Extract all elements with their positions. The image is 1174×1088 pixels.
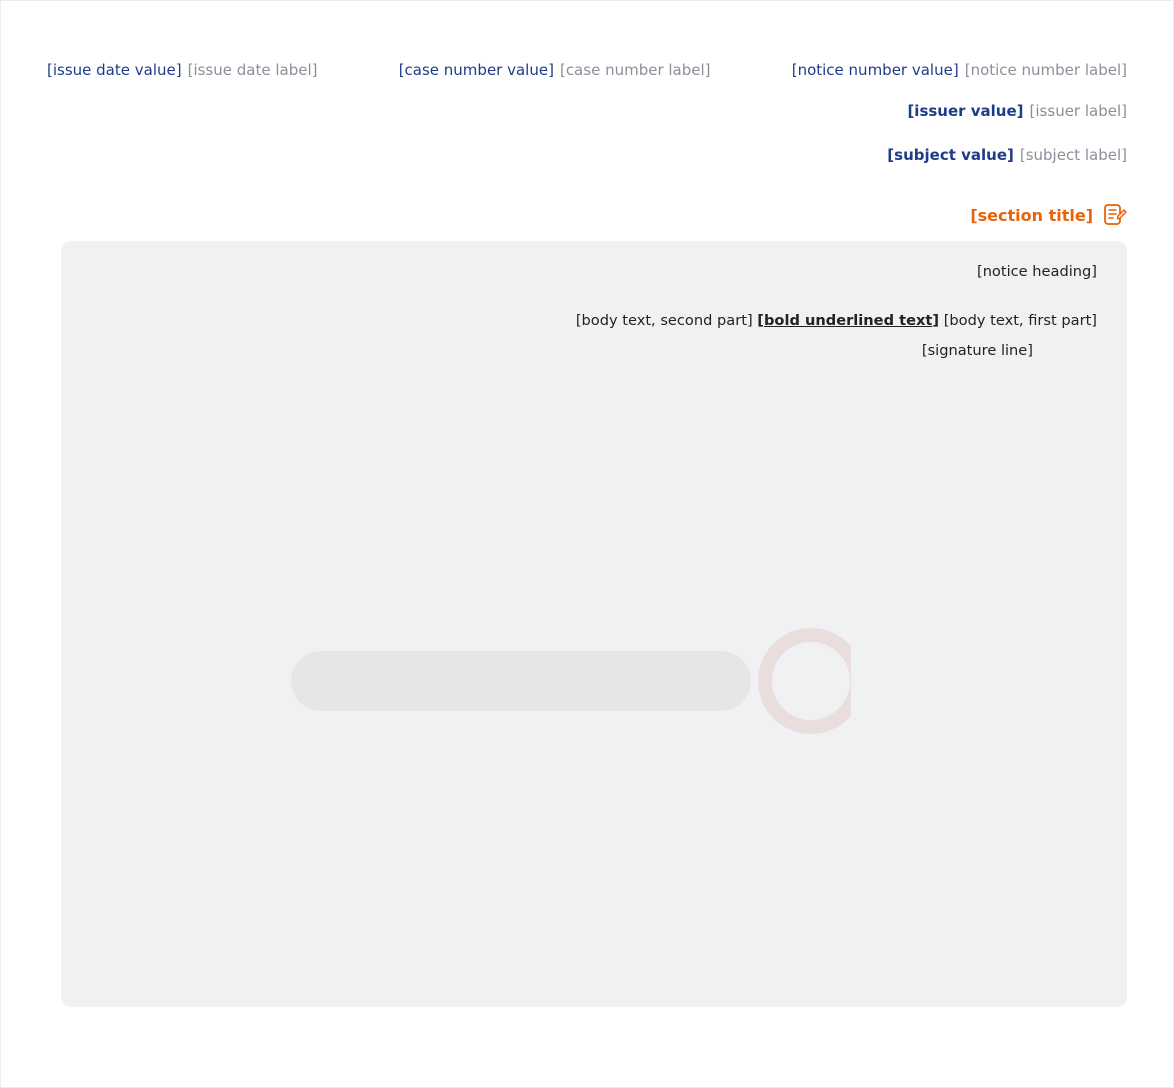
- case-number-value: [case number value]: [398, 61, 554, 79]
- notice-section-header: [970, 201, 1127, 229]
- issuer-value: [issuer value]: [907, 102, 1024, 120]
- notice-document-icon: [1101, 202, 1127, 228]
- meta-row-subject: [47, 142, 1127, 168]
- notice-body-part1: [body text, first part]: [943, 311, 1097, 329]
- notice-number-label: [notice number label]: [964, 61, 1127, 79]
- notice-signature: [signature line]: [921, 342, 1033, 360]
- subject-value: [subject value]: [887, 146, 1014, 164]
- notice-number-value: [notice number value]: [791, 61, 959, 79]
- case-number: [399, 61, 711, 79]
- subject-label: [subject label]: [1019, 146, 1127, 164]
- issuer: [907, 102, 1127, 120]
- notice-number: [792, 61, 1127, 79]
- issue-date: [47, 61, 317, 79]
- notice-body-part2: [body text, second part]: [575, 311, 753, 329]
- notice-text: [79, 257, 1097, 367]
- notice-section-title: [section title]: [970, 205, 1093, 225]
- meta-row-issuer: [47, 98, 1127, 124]
- subject: [887, 146, 1127, 164]
- notice-body: [79, 306, 1097, 337]
- issue-date-label: [issue date label]: [187, 61, 318, 79]
- notice-heading: [notice heading]: [976, 263, 1097, 280]
- case-number-label: [case number label]: [559, 61, 711, 79]
- notice-body-emphasis: [bold underlined text]: [757, 311, 940, 329]
- issue-date-value: [issue date value]: [47, 61, 182, 79]
- issuer-label: [issuer label]: [1029, 102, 1127, 120]
- watermark-logo-icon: [251, 621, 851, 741]
- meta-row-identifiers: [47, 57, 1127, 83]
